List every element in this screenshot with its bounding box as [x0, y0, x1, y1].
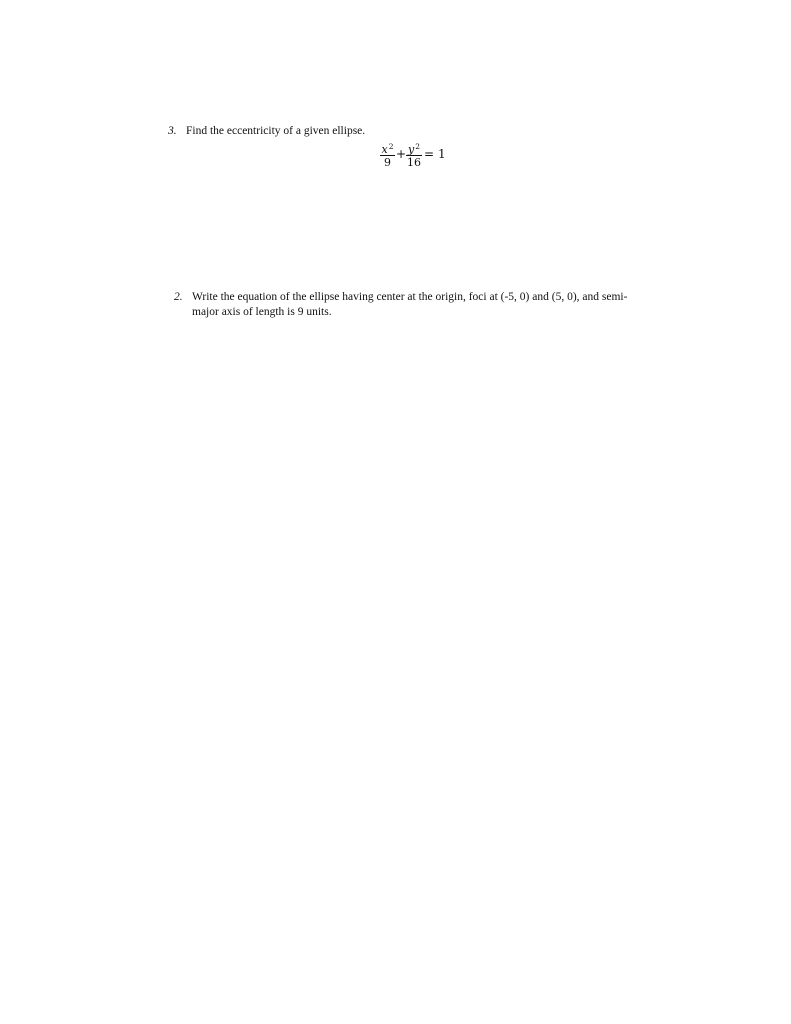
ellipse-equation	[378, 140, 458, 174]
problem-number: 2.	[174, 291, 183, 303]
variable-y: y	[408, 143, 415, 156]
problem-3	[168, 124, 568, 139]
numerator-y	[406, 140, 422, 154]
denominator: 9	[384, 156, 391, 169]
exponent: 2	[388, 142, 394, 151]
fraction-y-squared-over-16	[406, 140, 422, 170]
exponent: 2	[415, 142, 420, 151]
problem-number: 3.	[168, 125, 177, 137]
plus-sign: +	[396, 147, 407, 161]
variable-x: x	[381, 143, 388, 156]
problem-text: Write the equation of the ellipse having center at the origin, foci at (-5, 0) and (5, 0), and semi-major axis of length is 9 units.	[192, 291, 628, 318]
problem-text: Find the eccentricity of a given ellipse.	[186, 125, 366, 137]
problem-2	[174, 290, 634, 322]
fraction-x-squared-over-9	[380, 140, 395, 170]
denominator: 16	[407, 156, 421, 169]
equals-sign: =	[424, 147, 435, 161]
numerator-x	[380, 140, 395, 154]
right-hand-side: 1	[438, 147, 446, 161]
